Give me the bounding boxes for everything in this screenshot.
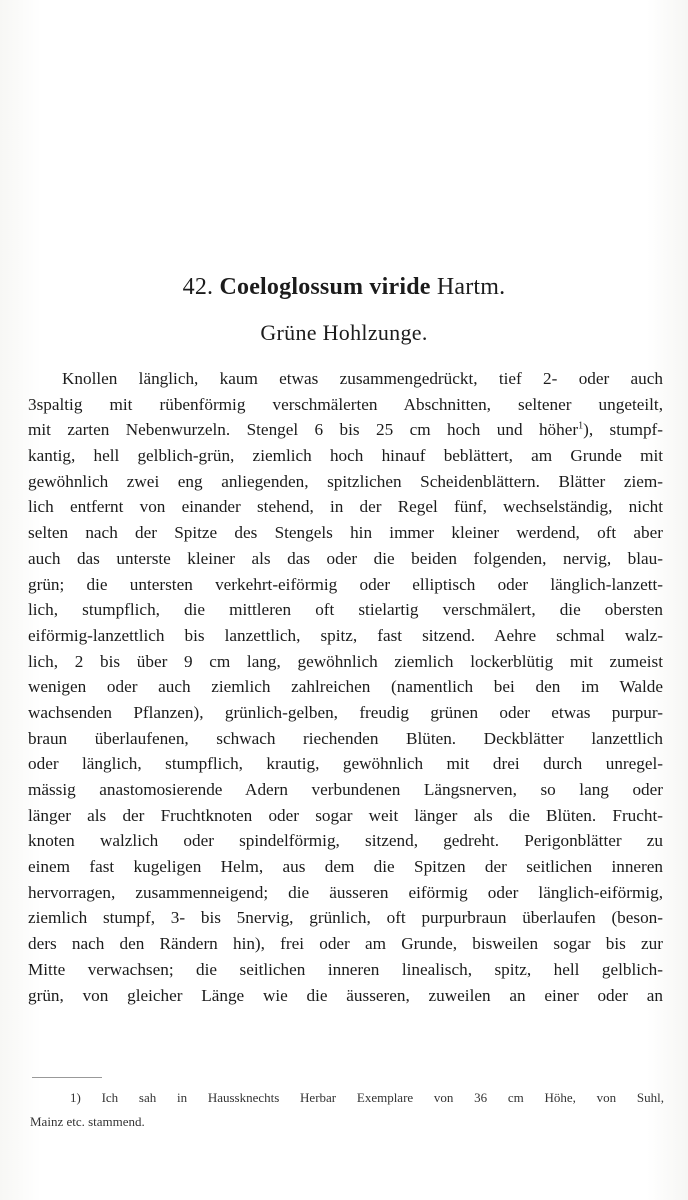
species-name: Coeloglossum viride bbox=[219, 274, 431, 300]
text-line-with-footnote bbox=[28, 417, 663, 443]
text-line: grün, von gleicher Länge wie die äusseren, zuweilen an einer oder an bbox=[28, 985, 663, 1005]
text-line: ders nach den Rändern hin), frei oder am Grunde, bisweilen sogar bis zur bbox=[28, 934, 663, 954]
footnote-marker: 1 bbox=[578, 420, 584, 432]
text-line: grün; die untersten verkehrt-eiförmig oder elliptisch oder länglich-lanzett- bbox=[28, 574, 663, 594]
text-line: gewöhnlich zwei eng anliegenden, spitzlichen Scheidenblättern. Blätter ziem- bbox=[28, 471, 663, 491]
species-heading bbox=[0, 272, 688, 302]
text-line: hervorragen, zusammenneigend; die äusseren eiförmig oder länglich-eiförmig, bbox=[28, 882, 663, 902]
text-line: lich, stumpflich, die mittleren oft stielartig verschmälert, die obersten bbox=[28, 600, 663, 620]
footnote-separator bbox=[32, 1077, 102, 1078]
text-line: lich, 2 bis über 9 cm lang, gewöhnlich ziemlich lockerblütig mit zumeist bbox=[28, 651, 663, 671]
text-line: knoten walzlich oder spindelförmig, sitzend, gedreht. Perigonblätter zu bbox=[28, 831, 663, 851]
text-line: wenigen oder auch ziemlich zahlreichen (namentlich bei den im Walde bbox=[28, 677, 663, 697]
text-line: länger als der Fruchtknoten oder sogar weit länger als die Blüten. Frucht- bbox=[28, 805, 663, 825]
text-line-part: ), stumpf- bbox=[583, 420, 663, 440]
species-author: Hartm. bbox=[436, 274, 506, 300]
text-line: oder länglich, stumpflich, krautig, gewöhnlich mit drei durch unregel- bbox=[28, 754, 663, 774]
text-line: auch das unterste kleiner als das oder die beiden folgenden, nervig, blau- bbox=[28, 548, 663, 568]
footnote-line: 1) Ich sah in Haussknechts Herbar Exemplare von 36 cm Höhe, von Suhl, bbox=[70, 1090, 664, 1105]
text-line: Mitte verwachsen; die seitlichen inneren linealisch, spitz, hell gelblich- bbox=[28, 959, 663, 979]
text-line: einem fast kugeligen Helm, aus dem die Spitzen der seitlichen inneren bbox=[28, 857, 663, 877]
text-line: Knollen länglich, kaum etwas zusammengedrückt, tief 2- oder auch bbox=[62, 369, 663, 388]
text-line: kantig, hell gelblich-grün, ziemlich hoch hinauf beblättert, am Grunde mit bbox=[28, 446, 663, 466]
text-line: selten nach der Spitze des Stengels hin immer kleiner werdend, oft aber bbox=[28, 523, 663, 543]
text-line: wachsenden Pflanzen), grünlich-gelben, freudig grünen oder etwas purpur- bbox=[28, 702, 663, 722]
text-line: 3spaltig mit rübenförmig verschmälerten Abschnitten, seltener ungeteilt, bbox=[28, 394, 663, 414]
footnote bbox=[30, 1086, 664, 1134]
description-paragraph bbox=[28, 366, 663, 1008]
footnote-line: Mainz etc. stammend. bbox=[30, 1114, 145, 1129]
text-line: lich entfernt von einander stehend, in der Regel fünf, wechselständig, nicht bbox=[28, 497, 663, 517]
text-line: ziemlich stumpf, 3- bis 5nervig, grünlich, oft purpurbraun überlaufen (beson- bbox=[28, 908, 663, 928]
text-line: braun überlaufenen, schwach riechenden Blüten. Deckblätter lanzettlich bbox=[28, 728, 663, 748]
species-number: 42. bbox=[182, 274, 214, 300]
text-line-part: mit zarten Nebenwurzeln. Stengel 6 bis 25 cm hoch und höher bbox=[28, 420, 579, 440]
text-line: eiförmig-lanzettlich bis lanzettlich, spitz, fast sitzend. Aehre schmal walz- bbox=[28, 625, 663, 645]
common-name: Grüne Hohlzunge. bbox=[260, 320, 428, 345]
text-line: mässig anastomosierende Adern verbundenen Längsnerven, so lang oder bbox=[28, 780, 663, 799]
